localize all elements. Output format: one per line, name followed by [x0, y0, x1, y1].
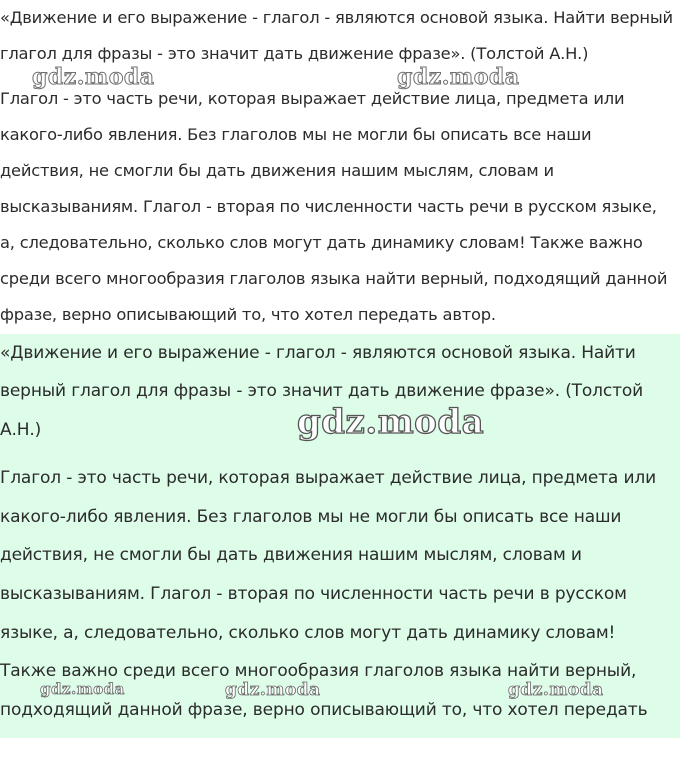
text-line: высказываниям. Глагол - вторая по численности часть речи в русском языке,	[0, 197, 657, 216]
text-line: подходящий данной фразе, верно описывающий то, что хотел передать	[0, 700, 648, 720]
highlighted-text-block	[0, 334, 680, 738]
text-line: языке, а, следовательно, сколько слов могут дать динамику словам!	[0, 623, 616, 643]
text-line: фразе, верно описывающий то, что хотел передать автор.	[0, 305, 496, 324]
text-line: действия, не смогли бы дать движения нашим мыслям, словам и	[0, 161, 554, 180]
watermark-logo: gdz.moda	[297, 402, 485, 442]
watermark-logo: gdz.moda	[40, 680, 125, 698]
watermark-logo: gdz.moda	[32, 64, 155, 90]
text-line: А.Н.)	[0, 420, 42, 440]
text-line: «Движение и его выражение - глагол - являются основой языка. Найти	[0, 343, 636, 363]
watermark-logo: gdz.moda	[508, 680, 604, 700]
text-line: «Движение и его выражение - глагол - являются основой языка. Найти верный	[0, 8, 673, 27]
text-line: какого-либо явления. Без глаголов мы не могли бы описать все наши	[0, 507, 622, 527]
text-line: Также важно среди всего многообразия глаголов языка найти верный,	[0, 661, 637, 681]
text-line: а, следовательно, сколько слов могут дать динамику словам! Также важно	[0, 233, 643, 252]
watermark-logo: gdz.moda	[397, 64, 520, 90]
text-line: среди всего многообразия глаголов языка найти верный, подходящий данной	[0, 269, 668, 288]
text-line: верный глагол для фразы - это значит дать движение фразе». (Толстой	[0, 381, 643, 401]
text-line: Глагол - это часть речи, которая выражает действие лица, предмета или	[0, 468, 656, 488]
text-line: действия, не смогли бы дать движения нашим мыслям, словам и	[0, 545, 582, 565]
text-line: Глагол - это часть речи, которая выражает действие лица, предмета или	[0, 89, 625, 108]
text-line: какого-либо явления. Без глаголов мы не могли бы описать все наши	[0, 125, 592, 144]
text-line: высказываниям. Глагол - вторая по численности часть речи в русском	[0, 584, 627, 604]
watermark-logo: gdz.moda	[225, 680, 321, 700]
text-line: глагол для фразы - это значит дать движение фразе». (Толстой А.Н.)	[0, 44, 589, 63]
